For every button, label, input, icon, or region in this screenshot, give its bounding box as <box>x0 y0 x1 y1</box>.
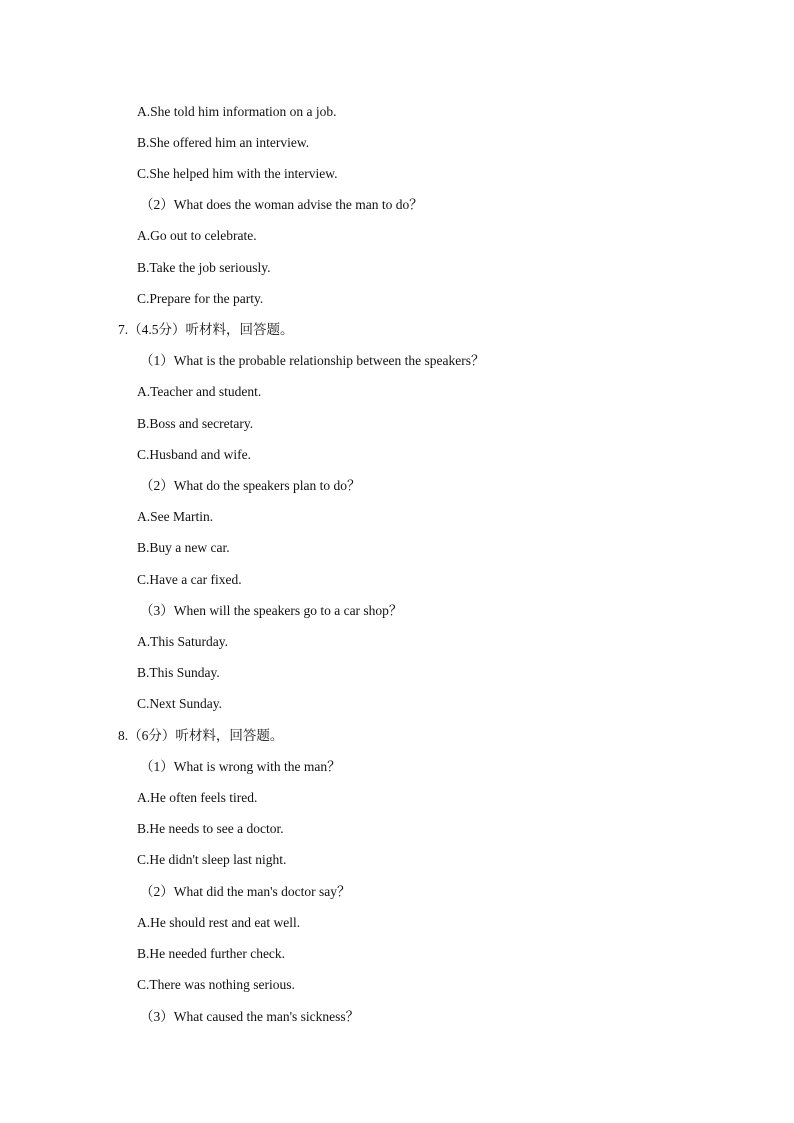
subquestion-text: （1）What is wrong with the man？ <box>140 759 341 774</box>
option-text: B.Take the job seriously. <box>137 260 271 275</box>
option-text: C.There was nothing serious. <box>137 977 295 992</box>
subquestion-text: （2）What does the woman advise the man to do？ <box>140 197 423 212</box>
option-text: B.This Sunday. <box>137 665 220 680</box>
subquestion-text: （3）What caused the man's sickness？ <box>140 1009 360 1024</box>
question-heading: 7.（4.5分）听材料，回答题。 <box>118 322 294 337</box>
option-text: B.Buy a new car. <box>137 540 230 555</box>
subquestion-text: （1）What is the probable relationship between the speakers？ <box>140 353 485 368</box>
subquestion-text: （3）When will the speakers go to a car shop？ <box>140 603 403 618</box>
option-text: A.He should rest and eat well. <box>137 915 301 930</box>
option-text: A.She told him information on a job. <box>137 104 337 119</box>
option-text: A.This Saturday. <box>137 634 228 649</box>
option-text: B.He needed further check. <box>137 946 286 961</box>
option-text: B.He needs to see a doctor. <box>137 821 284 836</box>
option-text: C.Husband and wife. <box>137 447 251 462</box>
option-text: C.He didn't sleep last night. <box>137 852 287 867</box>
option-text: C.Next Sunday. <box>137 696 222 711</box>
subquestion-text: （2）What did the man's doctor say？ <box>140 884 351 899</box>
option-text: A.Teacher and student. <box>137 384 262 399</box>
option-text: A.See Martin. <box>137 509 214 524</box>
subquestion-text: （2）What do the speakers plan to do？ <box>140 478 361 493</box>
option-text: C.Prepare for the party. <box>137 291 264 306</box>
option-text: A.Go out to celebrate. <box>137 228 257 243</box>
option-text: C.Have a car fixed. <box>137 572 242 587</box>
option-text: B.Boss and secretary. <box>137 416 254 431</box>
option-text: A.He often feels tired. <box>137 790 258 805</box>
option-text: C.She helped him with the interview. <box>137 166 338 181</box>
option-text: B.She offered him an interview. <box>137 135 310 150</box>
question-heading: 8.（6分）听材料，回答题。 <box>118 728 284 743</box>
